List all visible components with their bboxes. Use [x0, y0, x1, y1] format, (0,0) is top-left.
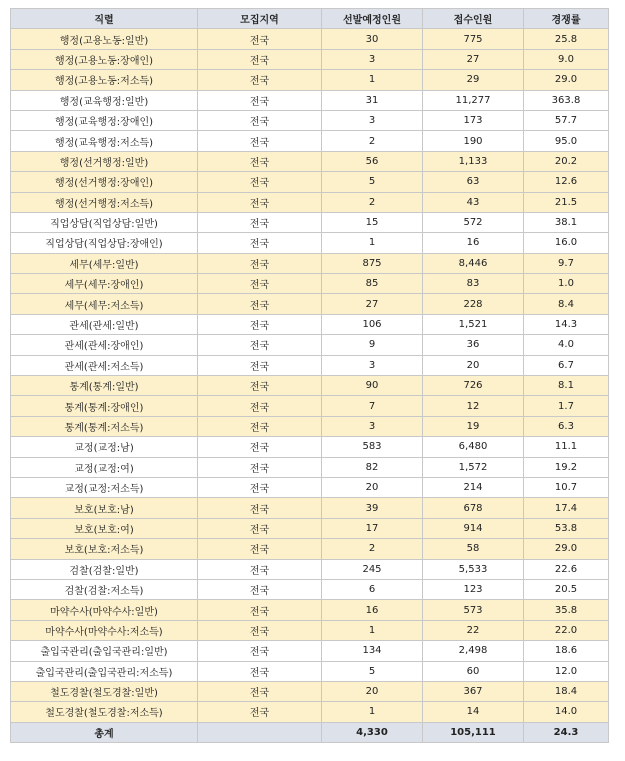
- ratio-cell: 20.5: [524, 579, 609, 599]
- table-row: [11, 314, 609, 334]
- ratio-cell: 1.0: [524, 274, 609, 294]
- ratio-cell: 29.0: [524, 70, 609, 90]
- planned-cell: 2: [322, 192, 423, 212]
- table-row: [11, 151, 609, 171]
- total-row: [11, 722, 609, 742]
- applied-cell: 2,498: [423, 641, 524, 661]
- applied-cell: 27: [423, 49, 524, 69]
- applied-cell: 29: [423, 70, 524, 90]
- table-row: [11, 110, 609, 130]
- job-cell: 행정(교육행정:일반): [11, 90, 198, 110]
- region-cell: 전국: [198, 559, 322, 579]
- job-cell: 마약수사(마약수사:일반): [11, 600, 198, 620]
- region-cell: 전국: [198, 355, 322, 375]
- table-row: [11, 70, 609, 90]
- ratio-cell: 17.4: [524, 498, 609, 518]
- total-region: [198, 722, 322, 742]
- region-cell: 전국: [198, 314, 322, 334]
- planned-cell: 82: [322, 457, 423, 477]
- planned-cell: 3: [322, 416, 423, 436]
- applied-cell: 190: [423, 131, 524, 151]
- planned-cell: 1: [322, 70, 423, 90]
- region-cell: 전국: [198, 172, 322, 192]
- table-row: [11, 274, 609, 294]
- applied-cell: 22: [423, 620, 524, 640]
- region-cell: 전국: [198, 49, 322, 69]
- job-cell: 관세(관세:일반): [11, 314, 198, 334]
- region-cell: 전국: [198, 641, 322, 661]
- planned-cell: 16: [322, 600, 423, 620]
- table-row: [11, 396, 609, 416]
- planned-cell: 30: [322, 29, 423, 49]
- ratio-cell: 22.0: [524, 620, 609, 640]
- planned-cell: 583: [322, 437, 423, 457]
- region-cell: 전국: [198, 681, 322, 701]
- table-row: [11, 131, 609, 151]
- job-cell: 행정(교육행정:저소득): [11, 131, 198, 151]
- region-cell: 전국: [198, 192, 322, 212]
- planned-cell: 1: [322, 620, 423, 640]
- region-cell: 전국: [198, 131, 322, 151]
- job-cell: 세무(세무:일반): [11, 253, 198, 273]
- region-cell: 전국: [198, 335, 322, 355]
- planned-cell: 3: [322, 355, 423, 375]
- region-cell: 전국: [198, 233, 322, 253]
- planned-cell: 875: [322, 253, 423, 273]
- region-cell: 전국: [198, 477, 322, 497]
- applied-cell: 58: [423, 539, 524, 559]
- region-cell: 전국: [198, 110, 322, 130]
- total-planned: 4,330: [322, 722, 423, 742]
- job-cell: 교정(교정:여): [11, 457, 198, 477]
- applied-cell: 572: [423, 212, 524, 232]
- planned-cell: 85: [322, 274, 423, 294]
- region-cell: 전국: [198, 396, 322, 416]
- applied-cell: 83: [423, 274, 524, 294]
- table-row: [11, 600, 609, 620]
- region-cell: 전국: [198, 579, 322, 599]
- applied-cell: 8,446: [423, 253, 524, 273]
- applied-cell: 775: [423, 29, 524, 49]
- region-cell: 전국: [198, 620, 322, 640]
- header-row: [11, 9, 609, 29]
- table-row: [11, 620, 609, 640]
- planned-cell: 3: [322, 110, 423, 130]
- table-row: [11, 681, 609, 701]
- planned-cell: 20: [322, 477, 423, 497]
- applied-cell: 123: [423, 579, 524, 599]
- ratio-cell: 29.0: [524, 539, 609, 559]
- table-row: [11, 539, 609, 559]
- job-cell: 통계(통계:장애인): [11, 396, 198, 416]
- applied-cell: 63: [423, 172, 524, 192]
- job-cell: 교정(교정:남): [11, 437, 198, 457]
- planned-cell: 90: [322, 376, 423, 396]
- table-body: [11, 29, 609, 722]
- ratio-cell: 1.7: [524, 396, 609, 416]
- region-cell: 전국: [198, 600, 322, 620]
- job-cell: 보호(보호:남): [11, 498, 198, 518]
- job-cell: 출입국관리(출입국관리:일반): [11, 641, 198, 661]
- region-cell: 전국: [198, 253, 322, 273]
- table-row: [11, 498, 609, 518]
- ratio-cell: 12.6: [524, 172, 609, 192]
- region-cell: 전국: [198, 702, 322, 722]
- region-cell: 전국: [198, 274, 322, 294]
- planned-cell: 6: [322, 579, 423, 599]
- header-region: 모집지역: [198, 9, 322, 29]
- table-row: [11, 376, 609, 396]
- job-cell: 직업상담(직업상담:일반): [11, 212, 198, 232]
- applied-cell: 20: [423, 355, 524, 375]
- job-cell: 행정(교육행정:장애인): [11, 110, 198, 130]
- planned-cell: 9: [322, 335, 423, 355]
- table-row: [11, 579, 609, 599]
- applied-cell: 60: [423, 661, 524, 681]
- job-cell: 검찰(검찰:저소득): [11, 579, 198, 599]
- applied-cell: 678: [423, 498, 524, 518]
- applied-cell: 14: [423, 702, 524, 722]
- ratio-cell: 9.7: [524, 253, 609, 273]
- job-cell: 세무(세무:장애인): [11, 274, 198, 294]
- header-applied: 접수인원: [423, 9, 524, 29]
- job-cell: 세무(세무:저소득): [11, 294, 198, 314]
- planned-cell: 2: [322, 539, 423, 559]
- ratio-cell: 8.1: [524, 376, 609, 396]
- ratio-cell: 12.0: [524, 661, 609, 681]
- applied-cell: 1,521: [423, 314, 524, 334]
- ratio-cell: 11.1: [524, 437, 609, 457]
- region-cell: 전국: [198, 661, 322, 681]
- table-row: [11, 29, 609, 49]
- planned-cell: 3: [322, 49, 423, 69]
- ratio-cell: 19.2: [524, 457, 609, 477]
- planned-cell: 39: [322, 498, 423, 518]
- table-row: [11, 192, 609, 212]
- region-cell: 전국: [198, 416, 322, 436]
- job-cell: 행정(선거행정:저소득): [11, 192, 198, 212]
- total-label: 총계: [11, 722, 198, 742]
- ratio-cell: 35.8: [524, 600, 609, 620]
- job-cell: 보호(보호:여): [11, 518, 198, 538]
- job-cell: 행정(선거행정:장애인): [11, 172, 198, 192]
- planned-cell: 1: [322, 702, 423, 722]
- ratio-cell: 95.0: [524, 131, 609, 151]
- job-cell: 행정(고용노동:장애인): [11, 49, 198, 69]
- job-cell: 교정(교정:저소득): [11, 477, 198, 497]
- ratio-cell: 14.3: [524, 314, 609, 334]
- applied-cell: 16: [423, 233, 524, 253]
- job-cell: 관세(관세:장애인): [11, 335, 198, 355]
- region-cell: 전국: [198, 70, 322, 90]
- table-row: [11, 233, 609, 253]
- region-cell: 전국: [198, 151, 322, 171]
- region-cell: 전국: [198, 457, 322, 477]
- header-job: 직렬: [11, 9, 198, 29]
- planned-cell: 31: [322, 90, 423, 110]
- applied-cell: 367: [423, 681, 524, 701]
- applied-cell: 1,572: [423, 457, 524, 477]
- applied-cell: 914: [423, 518, 524, 538]
- planned-cell: 2: [322, 131, 423, 151]
- job-cell: 관세(관세:저소득): [11, 355, 198, 375]
- planned-cell: 1: [322, 233, 423, 253]
- table-row: [11, 335, 609, 355]
- job-cell: 행정(선거행정:일반): [11, 151, 198, 171]
- region-cell: 전국: [198, 437, 322, 457]
- table-row: [11, 457, 609, 477]
- job-cell: 통계(통계:일반): [11, 376, 198, 396]
- ratio-cell: 363.8: [524, 90, 609, 110]
- applied-cell: 6,480: [423, 437, 524, 457]
- table-row: [11, 294, 609, 314]
- planned-cell: 27: [322, 294, 423, 314]
- ratio-cell: 38.1: [524, 212, 609, 232]
- job-cell: 행정(고용노동:저소득): [11, 70, 198, 90]
- job-cell: 보호(보호:저소득): [11, 539, 198, 559]
- table-row: [11, 212, 609, 232]
- applied-cell: 36: [423, 335, 524, 355]
- planned-cell: 20: [322, 681, 423, 701]
- applied-cell: 1,133: [423, 151, 524, 171]
- ratio-cell: 57.7: [524, 110, 609, 130]
- table-row: [11, 172, 609, 192]
- applied-cell: 43: [423, 192, 524, 212]
- planned-cell: 15: [322, 212, 423, 232]
- applied-cell: 726: [423, 376, 524, 396]
- ratio-cell: 6.3: [524, 416, 609, 436]
- region-cell: 전국: [198, 212, 322, 232]
- ratio-cell: 9.0: [524, 49, 609, 69]
- ratio-cell: 25.8: [524, 29, 609, 49]
- table-row: [11, 702, 609, 722]
- job-cell: 검찰(검찰:일반): [11, 559, 198, 579]
- total-ratio: 24.3: [524, 722, 609, 742]
- planned-cell: 56: [322, 151, 423, 171]
- region-cell: 전국: [198, 498, 322, 518]
- region-cell: 전국: [198, 518, 322, 538]
- table-row: [11, 90, 609, 110]
- planned-cell: 7: [322, 396, 423, 416]
- planned-cell: 245: [322, 559, 423, 579]
- region-cell: 전국: [198, 294, 322, 314]
- applied-cell: 573: [423, 600, 524, 620]
- applied-cell: 173: [423, 110, 524, 130]
- planned-cell: 134: [322, 641, 423, 661]
- ratio-cell: 18.6: [524, 641, 609, 661]
- applied-cell: 214: [423, 477, 524, 497]
- applied-cell: 12: [423, 396, 524, 416]
- ratio-cell: 8.4: [524, 294, 609, 314]
- region-cell: 전국: [198, 539, 322, 559]
- job-cell: 철도경찰(철도경찰:일반): [11, 681, 198, 701]
- job-cell: 행정(고용노동:일반): [11, 29, 198, 49]
- ratio-cell: 22.6: [524, 559, 609, 579]
- table-row: [11, 49, 609, 69]
- table-row: [11, 253, 609, 273]
- total-applied: 105,111: [423, 722, 524, 742]
- table-row: [11, 641, 609, 661]
- table-row: [11, 661, 609, 681]
- ratio-cell: 14.0: [524, 702, 609, 722]
- table-row: [11, 518, 609, 538]
- ratio-cell: 21.5: [524, 192, 609, 212]
- job-cell: 출입국관리(출입국관리:저소득): [11, 661, 198, 681]
- table-row: [11, 437, 609, 457]
- job-cell: 철도경찰(철도경찰:저소득): [11, 702, 198, 722]
- region-cell: 전국: [198, 90, 322, 110]
- header-ratio: 경쟁률: [524, 9, 609, 29]
- region-cell: 전국: [198, 376, 322, 396]
- table-row: [11, 416, 609, 436]
- applied-cell: 11,277: [423, 90, 524, 110]
- region-cell: 전국: [198, 29, 322, 49]
- ratio-cell: 6.7: [524, 355, 609, 375]
- ratio-cell: 16.0: [524, 233, 609, 253]
- ratio-cell: 18.4: [524, 681, 609, 701]
- applied-cell: 228: [423, 294, 524, 314]
- table-row: [11, 477, 609, 497]
- ratio-cell: 53.8: [524, 518, 609, 538]
- job-cell: 마약수사(마약수사:저소득): [11, 620, 198, 640]
- planned-cell: 5: [322, 661, 423, 681]
- planned-cell: 17: [322, 518, 423, 538]
- table-row: [11, 559, 609, 579]
- planned-cell: 106: [322, 314, 423, 334]
- ratio-cell: 10.7: [524, 477, 609, 497]
- planned-cell: 5: [322, 172, 423, 192]
- applied-cell: 5,533: [423, 559, 524, 579]
- table-row: [11, 355, 609, 375]
- competition-table: [10, 8, 609, 743]
- job-cell: 통계(통계:저소득): [11, 416, 198, 436]
- header-planned: 선발예정인원: [322, 9, 423, 29]
- ratio-cell: 4.0: [524, 335, 609, 355]
- applied-cell: 19: [423, 416, 524, 436]
- ratio-cell: 20.2: [524, 151, 609, 171]
- job-cell: 직업상담(직업상담:장애인): [11, 233, 198, 253]
